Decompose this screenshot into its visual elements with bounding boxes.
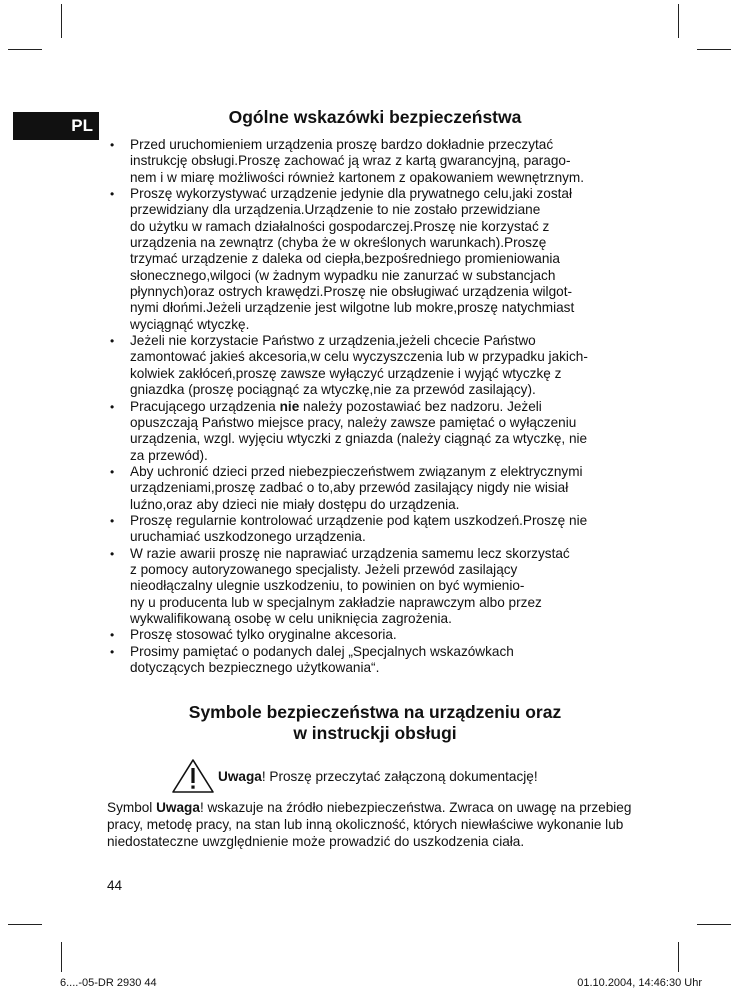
text-line: • Proszę regularnie kontrolować urządzenie pod kątem uszkodzeń.Proszę nie xyxy=(130,512,588,528)
text-line: z pomocy autoryzowanego specjalisty. Jeżeli przewód zasilający xyxy=(130,561,518,577)
warning-notice xyxy=(172,759,538,793)
text-line: • Prosimy pamiętać o podanych dalej „Specjalnych wskazówkach xyxy=(130,643,514,659)
safety-list xyxy=(110,137,645,676)
warning-text: ! Proszę przeczytać załączoną dokumentację! xyxy=(261,768,538,784)
section-title-line: w instruckji obsługi xyxy=(293,723,457,743)
text-line: słonecznego,wilgoci (w żadnym wypadku nie zanurzać w substancjach xyxy=(130,267,556,283)
print-timestamp: 01.10.2004, 14:46:30 Uhr xyxy=(577,977,702,989)
text-run: należy pozostawiać bez nadzoru. Jeżeli xyxy=(299,398,542,414)
text-line: nymi dłońmi.Jeżeli urządzenie jest wilgotne lub mokre,proszę natychmiast xyxy=(130,300,575,316)
text-line: opuszczają Państwo miejsce pracy, należy zawsze pamiętać o wyłączeniu xyxy=(130,414,577,430)
print-job-info: 6....-05-DR 2930 44 xyxy=(60,977,157,989)
text-line: luźno,oraz aby dzieci nie miały dostępu do urządzenia. xyxy=(130,496,460,512)
text-line: do użytku w ramach działalności gospodarczej.Proszę nie korzystać z xyxy=(130,218,550,234)
crop-mark xyxy=(697,924,731,925)
crop-mark xyxy=(697,49,731,50)
text-line: urządzenia, wzgl. wyjęciu wtyczki z gniazda (należy ciągnąć za wtyczkę, nie xyxy=(130,431,588,447)
text-line: urządzeniami,proszę zadbać o to,aby przewód zasilający nigdy nie wisiał xyxy=(130,480,569,496)
text-line: uruchamiać uszkodzonego urządzenia. xyxy=(130,529,366,545)
text-line: nieodłączalny ulegnie uszkodzeniu, to powinien on być wymienio- xyxy=(130,578,525,594)
crop-mark xyxy=(8,924,42,925)
list-item xyxy=(110,464,645,513)
text-run: ! wskazuje na źródło niebezpieczeństwa. Zwraca on uwagę na przebieg pracy, metodę pracy, na stan lub inną okoliczność, których niewłaściwe wykonanie lub niedostateczne uwzględnienie może prowadzić do uszkodzenia ciała. xyxy=(107,800,632,849)
text-line: nem i w miarę możliwości również kartonem z opakowaniem wewnętrznym. xyxy=(130,169,585,185)
crop-mark xyxy=(8,49,42,50)
text-line: zamontować jakieś akcesoria,w celu wyczyszczenia lub w przypadku jakich- xyxy=(130,349,588,365)
text-run: Symbol xyxy=(107,800,157,815)
text-line: urządzenia na zewnątrz (chyba że w określonych warunkach).Proszę xyxy=(130,235,547,251)
crop-mark xyxy=(678,942,679,972)
text-line xyxy=(130,399,645,415)
warning-triangle-icon xyxy=(172,759,214,793)
list-item xyxy=(110,186,645,333)
text-line: wykwalifikowaną osobę w celu uniknięcia zagrożenia. xyxy=(130,610,452,626)
text-line: gniazdka (proszę pociągnąć za wtyczkę,nie za przewód zasilający). xyxy=(130,382,536,398)
text-line: • Aby uchronić dzieci przed niebezpieczeństwem związanym z elektrycznymi xyxy=(130,463,583,479)
text-line: płynnych)oraz ostrych krawędzi.Proszę nie obsługiwać urządzenia wilgot- xyxy=(130,284,572,300)
list-item xyxy=(110,137,645,186)
list-item xyxy=(110,399,645,464)
text-line: ny u producenta lub w specjalnym zakładzie naprawczym albo przez xyxy=(130,594,542,610)
list-item xyxy=(110,333,645,398)
page-title: Ogólne wskazówki bezpieczeństwa xyxy=(228,107,522,127)
section-title-line: Symbole bezpieczeństwa na urządzeniu oraz xyxy=(188,702,562,722)
crop-mark xyxy=(61,942,62,972)
text-run: Pracującego urządzenia xyxy=(130,398,280,414)
crop-mark xyxy=(61,4,62,38)
text-line: • Przed uruchomieniem urządzenia proszę bardzo dokładnie przeczytać xyxy=(130,137,554,152)
warning-label: Uwaga xyxy=(218,768,262,784)
crop-mark xyxy=(678,4,679,38)
language-tab: PL xyxy=(13,112,99,140)
symbol-description xyxy=(107,799,647,850)
page-number: 44 xyxy=(107,878,123,893)
text-line: trzymać urządzenie z daleka od ciepła,bezpośredniego promieniowania xyxy=(130,251,560,267)
section-title xyxy=(110,702,640,744)
text-line: • W razie awarii proszę nie naprawiać urządzenia samemu lecz skorzystać xyxy=(130,545,570,561)
text-line: • Jeżeli nie korzystacie Państwo z urządzenia,jeżeli chcecie Państwo xyxy=(130,333,536,349)
text-line: wyciągnąć wtyczkę. xyxy=(130,316,250,332)
text-line: instrukcję obsługi.Proszę zachować ją wraz z kartą gwarancyjną, parago- xyxy=(130,153,571,169)
list-item xyxy=(110,644,645,677)
text-line: • Proszę stosować tylko oryginalne akcesoria. xyxy=(130,627,397,643)
emphasis-text: nie xyxy=(279,398,300,414)
text-line: przewidziany dla urządzenia.Urządzenie to nie zostało przewidziane xyxy=(130,202,541,218)
list-item xyxy=(110,546,645,628)
text-line: za przewód). xyxy=(130,447,208,463)
emphasis-text: Uwaga xyxy=(156,800,200,815)
list-item xyxy=(110,513,645,546)
text-line: dotyczących bezpiecznego użytkowania“. xyxy=(130,660,380,675)
list-item xyxy=(110,627,645,643)
text-line: kolwiek zakłóceń,proszę zawsze wyłączyć urządzenie i wyjąć wtyczkę z xyxy=(130,365,562,381)
text-line: • Proszę wykorzystywać urządzenie jedynie dla prywatnego celu,jaki został xyxy=(130,186,573,202)
